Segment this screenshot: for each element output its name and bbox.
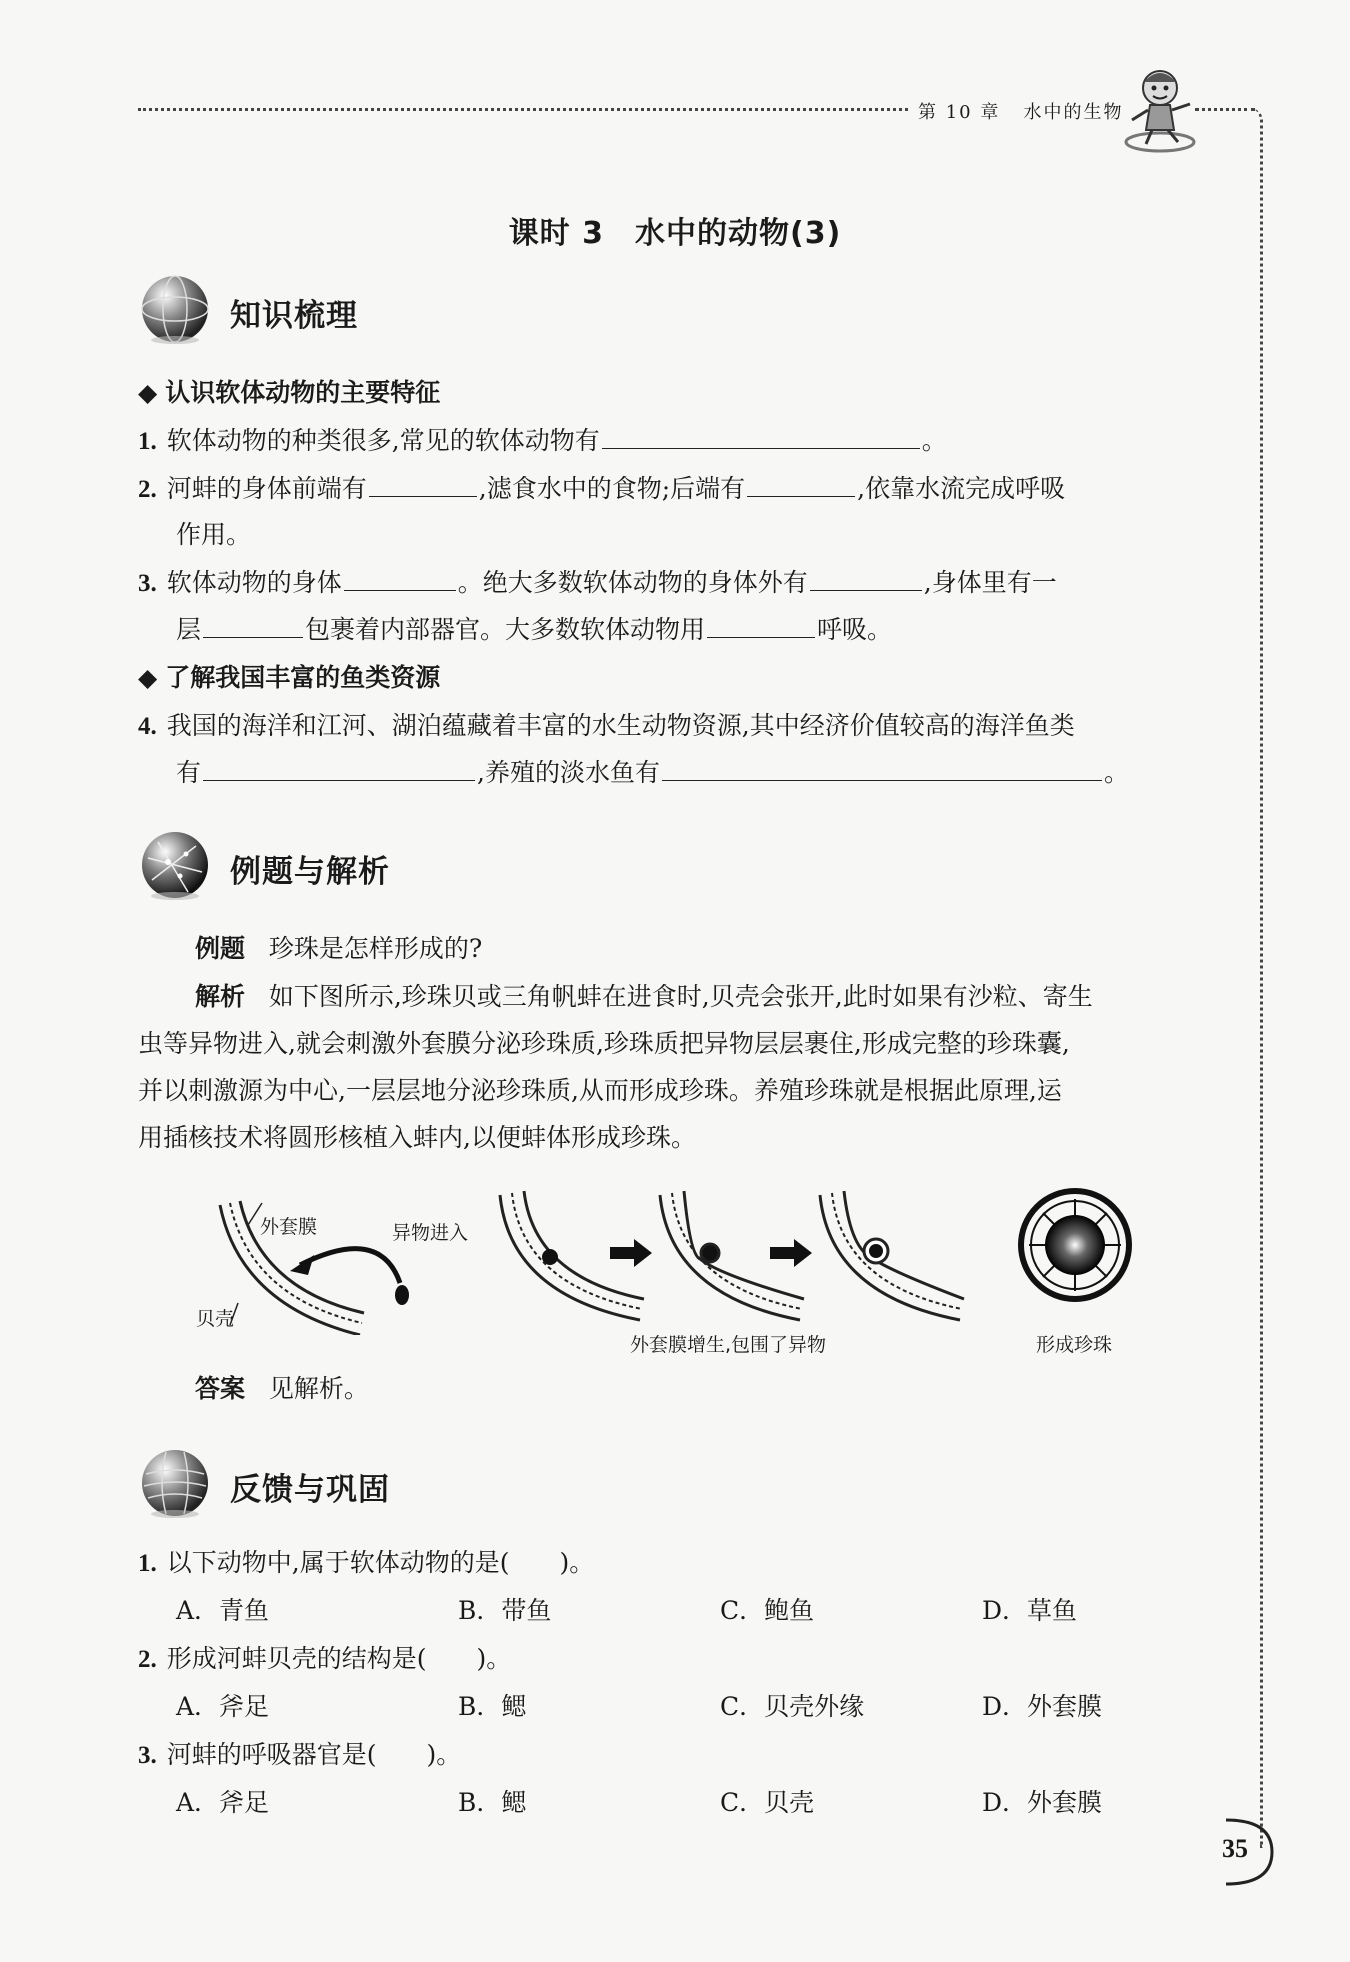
knowledge-q3-cont: 层 包裹着内部器官。大多数软体动物用 呼吸。 [176, 615, 893, 644]
knowledge-q4: 4. 我国的海洋和江河、湖泊蕴藏着丰富的水生动物资源,其中经济价值较高的海洋鱼类 [138, 711, 1075, 740]
answer-blank[interactable] [662, 756, 1102, 781]
pearl-figure [1021, 1191, 1129, 1299]
example-analysis-line: 并以刺激源为中心,一层层地分泌珍珠质,从而形成珍珠。养殖珍珠就是根据此原理,运 [138, 1076, 1062, 1105]
diamond-bullet-icon: ◆ [138, 663, 158, 692]
option-c[interactable]: C．贝壳 [720, 1788, 815, 1817]
section-title: 知识梳理 [230, 298, 358, 334]
lesson-title: 课时 3 水中的动物(3) [508, 216, 842, 251]
diamond-bullet-icon: ◆ [138, 378, 158, 407]
arrow-right-icon [610, 1239, 652, 1267]
figure-caption: 形成珍珠 [1036, 1334, 1113, 1356]
section-title: 反馈与巩固 [230, 1472, 390, 1508]
header-dotted-rule [138, 108, 908, 111]
option-d[interactable]: D．草鱼 [982, 1596, 1078, 1625]
figure-label: 异物进入 [392, 1222, 469, 1244]
example-analysis-line: 用插核技术将圆形核植入蚌内,以便蚌体形成珍珠。 [138, 1123, 696, 1152]
header-dotted-rule-right [1195, 108, 1255, 111]
option-c[interactable]: C．贝壳外缘 [720, 1692, 865, 1721]
answer-blank[interactable] [344, 566, 456, 591]
option-a[interactable]: A．青鱼 [176, 1596, 270, 1625]
option-b[interactable]: B．鳃 [458, 1692, 527, 1721]
feedback-q1-stem: 1. 以下动物中,属于软体动物的是( )。 [138, 1548, 595, 1577]
figure-label: 外套膜 [260, 1216, 318, 1238]
example-analysis-line: 解析 如下图所示,珍珠贝或三角帆蚌在进食时,贝壳会张开,此时如果有沙粒、寄生 [195, 982, 1093, 1011]
answer-blank[interactable] [707, 613, 815, 638]
feedback-q3-stem: 3. 河蚌的呼吸器官是( )。 [138, 1740, 462, 1769]
option-a[interactable]: A．斧足 [176, 1788, 270, 1817]
page-number: 35 [1222, 1834, 1248, 1863]
option-d[interactable]: D．外套膜 [982, 1788, 1103, 1817]
answer-blank[interactable] [369, 472, 477, 497]
example-question: 例题 珍珠是怎样形成的? [195, 934, 483, 963]
option-b[interactable]: B．鳃 [458, 1788, 527, 1817]
knowledge-q1: 1. 软体动物的种类很多,常见的软体动物有 。 [138, 426, 947, 455]
pearl-formation-diagram [190, 1185, 1150, 1335]
answer-blank[interactable] [203, 756, 475, 781]
answer-blank[interactable] [810, 566, 922, 591]
option-a[interactable]: A．斧足 [176, 1692, 270, 1721]
knowledge-q2: 2. 河蚌的身体前端有 ,滤食水中的食物;后端有 ,依靠水流完成呼吸 [138, 474, 1066, 503]
header-chapter: 第 10 章 水中的生物 [918, 102, 1124, 123]
arrow-right-icon [770, 1239, 812, 1267]
answer-blank[interactable] [203, 613, 303, 638]
figure-label: 贝壳 [196, 1308, 235, 1330]
shell-mantle-figure-4 [820, 1191, 964, 1320]
example-answer: 答案 见解析。 [195, 1374, 369, 1403]
answer-blank[interactable] [602, 424, 920, 449]
figure-caption: 外套膜增生,包围了异物 [630, 1334, 827, 1356]
knowledge-q4-cont: 有 ,养殖的淡水鱼有 。 [176, 758, 1129, 787]
globe-icon [138, 272, 212, 346]
right-dotted-border [1250, 108, 1263, 1848]
knowledge-q2-cont: 作用。 [176, 520, 252, 549]
option-b[interactable]: B．带鱼 [458, 1596, 552, 1625]
answer-blank[interactable] [747, 472, 855, 497]
option-d[interactable]: D．外套膜 [982, 1692, 1103, 1721]
globe-icon [138, 828, 212, 902]
option-c[interactable]: C．鲍鱼 [720, 1596, 815, 1625]
topic-heading: ◆ 了解我国丰富的鱼类资源 [138, 663, 441, 692]
topic-heading: ◆ 认识软体动物的主要特征 [138, 378, 441, 407]
example-analysis-line: 虫等异物进入,就会刺激外套膜分泌珍珠质,珍珠质把异物层层裹住,形成完整的珍珠囊, [138, 1029, 1070, 1058]
feedback-q2-stem: 2. 形成河蚌贝壳的结构是( )。 [138, 1644, 512, 1673]
mascot-icon [1120, 60, 1200, 155]
section-title: 例题与解析 [230, 854, 390, 890]
globe-icon [138, 1446, 212, 1520]
knowledge-q3: 3. 软体动物的身体 。绝大多数软体动物的身体外有 ,身体里有一 [138, 568, 1057, 597]
